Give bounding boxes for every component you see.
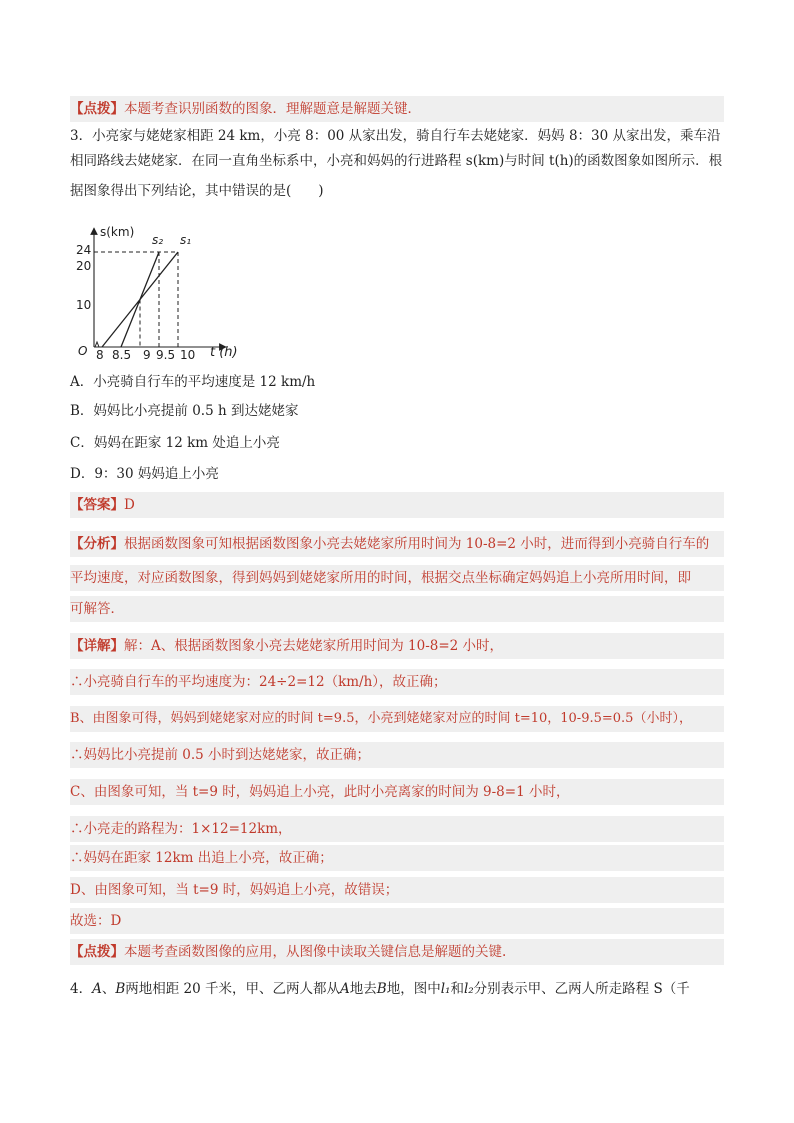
tip-text: 本题考查识别函数的图象．理解题意是解题关键． <box>124 101 421 117</box>
option-a: A．小亮骑自行车的平均速度是 12 km/h <box>70 374 316 390</box>
series-s2-line <box>121 252 159 347</box>
option-b: B．妈妈比小亮提前 0.5 h 到达姥姥家 <box>70 403 299 419</box>
detail-line-8: D、由图象可知，当 t=9 时，妈妈追上小亮，故错误； <box>70 877 724 903</box>
tip-paragraph <box>70 96 724 122</box>
answer-text: D <box>124 497 135 513</box>
x-tick-9: 9 <box>143 348 151 362</box>
tip-tag: 【点拨】 <box>70 101 124 117</box>
option-d: D．9：30 妈妈追上小亮 <box>70 466 219 482</box>
x-tick-9-5: 9.5 <box>156 348 176 362</box>
question-3-line-2: 相同路线去姥姥家．在同一直角坐标系中，小亮和妈妈的行进路程 s(km)与时间 t(h)的函数图象如图所示．根 <box>70 153 723 169</box>
detail-line-3: B、由图象可得，妈妈到姥姥家对应的时间 t=9.5，小亮到姥姥家对应的时间 t=10，10-9.5=0.5（小时）， <box>70 706 724 732</box>
analysis-tag: 【分析】 <box>70 536 124 552</box>
answer-tag: 【答案】 <box>70 497 124 513</box>
x-tick-8-5: 8.5 <box>112 348 132 362</box>
detail-line-6: ∴小亮走的路程为：1×12=12km， <box>70 816 724 842</box>
analysis-line-3: 可解答． <box>70 596 724 622</box>
y-axis-label: s(km) <box>100 225 135 239</box>
detail-line-4: ∴妈妈比小亮提前 0.5 小时到达姥姥家，故正确； <box>70 742 724 768</box>
series-s1-label: s₁ <box>180 233 192 247</box>
detail-line-9: 故选：D <box>70 908 724 934</box>
detail-line-2: ∴小亮骑自行车的平均速度为：24÷2=12（km/h），故正确； <box>70 669 724 695</box>
distance-time-graph <box>76 222 246 362</box>
y-tick-24: 24 <box>76 243 92 257</box>
y-tick-10: 10 <box>76 298 92 312</box>
option-c: C．妈妈在距家 12 km 处追上小亮 <box>70 435 280 451</box>
origin-label: O <box>78 344 88 358</box>
axis-break-mark <box>95 342 99 347</box>
question-4-line-1: 4．A、B两地相距 20 千米，甲、乙两人都从A地去B地，图中l₁和l₂分别表示甲、乙两人所走路程 S（千 <box>70 981 690 997</box>
analysis-line-1: 【分析】根据函数图象可知根据函数图象小亮去姥姥家所用时间为 10-8=2 小时，进而得到小亮骑自行车的 <box>70 531 724 557</box>
dashed-guides <box>94 252 178 347</box>
detail-line-7: ∴妈妈在距家 12km 出追上小亮，故正确； <box>70 845 724 871</box>
detail-line-1: 【详解】解：A、根据函数图象小亮去姥姥家所用时间为 10-8=2 小时， <box>70 633 724 659</box>
answer-paragraph <box>70 492 724 518</box>
question-3-line-3: 据图象得出下列结论，其中错误的是( ) <box>70 183 324 199</box>
tip-text-2: 本题考查函数图像的应用，从图像中读取关键信息是解题的关键. <box>124 944 507 960</box>
question-3-line-1: 3．小亮家与姥姥家相距 24 km，小亮 8：00 从家出发，骑自行车去姥姥家．妈妈 8：30 从家出发，乘车沿 <box>70 128 721 144</box>
y-tick-20: 20 <box>76 259 92 273</box>
tip-tag-2: 【点拨】 <box>70 944 124 960</box>
detail-tag: 【详解】 <box>70 638 124 654</box>
x-tick-10: 10 <box>180 348 196 362</box>
tip-paragraph-2 <box>70 939 724 965</box>
detail-line-5: C、由图象可知，当 t=9 时，妈妈追上小亮，此时小亮离家的时间为 9-8=1 小时， <box>70 779 724 805</box>
x-tick-8: 8 <box>96 348 104 362</box>
analysis-line-2: 平均速度，对应函数图象，得到妈妈到姥姥家所用的时间，根据交点坐标确定妈妈追上小亮所用时间，即 <box>70 565 724 591</box>
x-axis-label: t (h) <box>210 345 238 360</box>
series-s2-label: s₂ <box>152 233 164 247</box>
